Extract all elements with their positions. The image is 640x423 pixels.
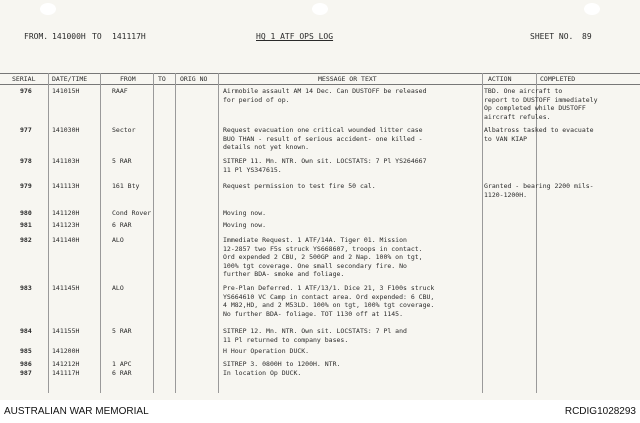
message-text	[223, 327, 407, 344]
message-line: YS664610 VC Camp in contact area. Ord expended: 6 CBU,	[223, 292, 435, 301]
date-time: 141123H	[52, 221, 80, 229]
serial-number: 984	[20, 327, 32, 335]
message-text	[223, 347, 309, 356]
column-header: SERIAL	[12, 75, 36, 83]
action-text	[484, 182, 594, 199]
from-unit: 1 APC	[112, 360, 132, 368]
action-line: report to DUSTOFF immediately	[484, 95, 598, 104]
message-text	[223, 209, 266, 218]
date-time: 141030H	[52, 126, 80, 134]
message-line: No further BDA- foliage. TOT 1130 off at 1145.	[223, 309, 404, 318]
serial-number: 978	[20, 157, 32, 165]
message-line: SITREP 3. 0800H to 1200H. NTR.	[223, 360, 341, 368]
sheet-number: 89	[582, 32, 592, 41]
serial-number: 983	[20, 284, 32, 292]
serial-number: 976	[20, 87, 32, 95]
sheet-label: SHEET NO.	[530, 32, 574, 41]
serial-number: 982	[20, 236, 32, 244]
action-line: aircraft refules.	[484, 112, 551, 121]
serial-number: 986	[20, 360, 32, 368]
column-divider	[482, 73, 483, 393]
date-time: 141103H	[52, 157, 80, 165]
from-unit: RAAF	[112, 87, 128, 95]
message-line: 4 M82,HD, and 2 M53LD. 100% on tgt, 100% tgt coverage.	[223, 301, 435, 309]
message-line: 100% tgt coverage. One small secondary fire. No	[223, 261, 407, 270]
from-unit: Sector	[112, 126, 136, 134]
from-unit: ALO	[112, 236, 124, 244]
serial-number: 985	[20, 347, 32, 355]
message-text	[223, 236, 423, 279]
from-unit: 161 Bty	[112, 182, 140, 190]
message-line: Request permission to test fire 50 cal.	[223, 182, 376, 190]
column-divider	[153, 73, 154, 393]
punch-hole	[40, 3, 56, 15]
message-text	[223, 126, 423, 152]
from-label: FROM.	[24, 32, 49, 41]
message-line: 12-2857 two F5s struck YS668607, troops in contact.	[223, 244, 423, 253]
date-time: 141155H	[52, 327, 80, 335]
column-divider	[100, 73, 101, 393]
from-unit: 5 RAR	[112, 327, 132, 335]
message-text	[223, 369, 301, 378]
page-title: HQ 1 ATF OPS LOG	[256, 32, 334, 41]
column-divider	[536, 73, 537, 393]
message-text	[223, 360, 340, 369]
from-value: 141000H	[52, 32, 86, 41]
date-time: 141113H	[52, 182, 80, 190]
serial-number: 980	[20, 209, 32, 217]
from-unit: 5 RAR	[112, 157, 132, 165]
serial-number: 981	[20, 221, 32, 229]
column-header: DATE/TIME	[52, 75, 88, 83]
message-line: BUO THAN - result of serious accident- one killed -	[223, 134, 423, 143]
message-line: 11 Pl returned to company bases.	[223, 335, 349, 344]
message-line: 11 Pl YS347615.	[223, 165, 282, 174]
punch-hole	[312, 3, 328, 15]
serial-number: 977	[20, 126, 32, 134]
column-header: MESSAGE OR TEXT	[318, 75, 377, 83]
serial-number: 979	[20, 182, 32, 190]
action-text	[484, 126, 594, 143]
column-divider	[175, 73, 176, 393]
column-header-row	[0, 73, 640, 85]
column-header: TO	[158, 75, 166, 83]
message-text	[223, 284, 434, 318]
column-header: ACTION	[488, 75, 512, 83]
column-divider	[218, 73, 219, 393]
message-line: Airmobile assault AM 14 Dec. Can DUSTOFF be released	[223, 87, 427, 95]
action-text	[484, 87, 598, 121]
column-header: COMPLETED	[540, 75, 576, 83]
message-line: Pre-Plan Deferred. 1 ATF/13/1. Dice 21, 3 F100s struck	[223, 284, 435, 292]
message-line: Immediate Request. 1 ATF/14A. Tiger 01. Mission	[223, 236, 407, 244]
message-line: SITREP 12. Mn. NTR. Own sit. LOCSTATS: 7 Pl and	[223, 327, 407, 335]
date-time: 141140H	[52, 236, 80, 244]
action-line: Granted - bearing 2200 mils-	[484, 182, 594, 190]
from-unit: ALO	[112, 284, 124, 292]
message-line: In location Op DUCK.	[223, 369, 302, 377]
action-line: Albatross tasked to evacuate	[484, 126, 594, 134]
action-line: 1120-1200H.	[484, 190, 528, 199]
to-label: TO	[92, 32, 102, 41]
message-line: details not yet known.	[223, 143, 310, 151]
from-unit: 6 RAR	[112, 221, 132, 229]
message-line: Moving now.	[223, 221, 267, 229]
footer-id: RCDIG1028293	[564, 406, 636, 417]
message-line: for period of op.	[223, 95, 290, 104]
from-unit: 6 RAR	[112, 369, 132, 377]
date-time: 141015H	[52, 87, 80, 95]
message-text	[223, 157, 427, 174]
action-line: to VAN KIAP	[484, 134, 528, 143]
action-line: Op completed while DUSTOFF	[484, 104, 586, 112]
date-time: 141200H	[52, 347, 80, 355]
message-text	[223, 87, 427, 104]
action-line: TBD. One aircraft to	[484, 87, 563, 95]
footer-source: AUSTRALIAN WAR MEMORIAL	[4, 406, 149, 417]
date-time: 141117H	[52, 369, 80, 377]
message-line: Request evacuation one critical wounded litter case	[223, 126, 423, 134]
message-line: SITREP 11. Mn. NTR. Own sit. LOCSTATS: 7 Pl YS264667	[223, 157, 427, 165]
message-line: H Hour Operation DUCK.	[223, 347, 310, 355]
message-text	[223, 221, 266, 230]
to-value: 141117H	[112, 32, 146, 41]
from-unit: Cond Rover	[112, 209, 152, 217]
column-header: ORIG NO	[180, 75, 208, 83]
date-time: 141212H	[52, 360, 80, 368]
message-line: further BDA- smoke and foliage.	[223, 270, 345, 278]
message-line: Moving now.	[223, 209, 267, 217]
punch-hole	[584, 3, 600, 15]
message-line: Ord expended 2 CBU, 2 500GP and 2 Nap. 100% on tgt,	[223, 253, 423, 261]
serial-number: 987	[20, 369, 32, 377]
message-text	[223, 182, 376, 191]
date-time: 141145H	[52, 284, 80, 292]
column-divider	[48, 73, 49, 393]
date-time: 141120H	[52, 209, 80, 217]
column-header: FROM	[120, 75, 136, 83]
